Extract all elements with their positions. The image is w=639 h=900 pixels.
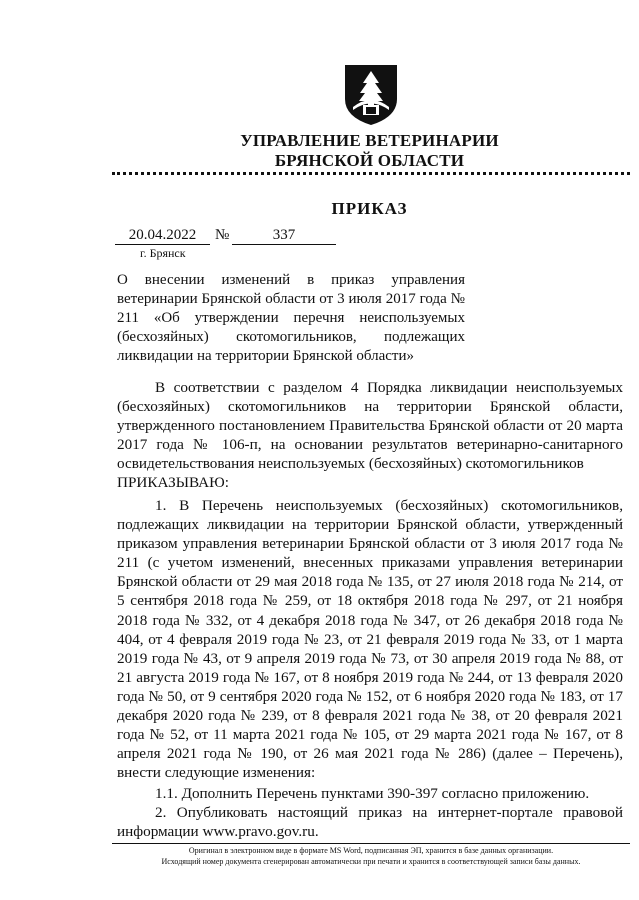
coat-of-arms-icon: [343, 63, 399, 127]
item-1-paragraph: [117, 496, 623, 782]
header-divider: [112, 172, 630, 175]
document-title: ПРИКАЗ: [331, 199, 408, 218]
footer-note-1: Оригинал в электронном виде в формате MS Word, подписанная ЭП, хранится в базе данных организации.: [188, 846, 554, 855]
order-city: г. Брянск: [140, 246, 186, 260]
preamble-text: В соответствии с разделом 4 Порядка ликвидации неиспользуемых (бесхозяйных) скотомогильников на территории Брянской области, утвержденного постановлением Правительства Брянской области от 20 марта 2017 года № 106-п, на основании результатов ветеринарно-санитарного освидетельствования неиспользуемых (бесхозяйных) скотомогильников: [117, 379, 623, 473]
order-subject: О внесении изменений в приказ управления ветеринарии Брянской области от 3 июля 2017 года № 211 «Об утверждении перечня неиспользуемых (бесхозяйных) скотомогильников, подлежащих ликвидации на территории Брянской области»: [117, 272, 465, 364]
item-1-1: 1.1. Дополнить Перечень пунктами 390-397 согласно приложению.: [155, 785, 590, 802]
item-2-text: 2. Опубликовать настоящий приказ на интернет-портале правовой информации www.pravo.gov.ru.: [117, 804, 623, 841]
preamble-paragraph: [117, 378, 623, 493]
number-sign: №: [215, 227, 230, 243]
item-1-text: 1. В Перечень неиспользуемых (бесхозяйных) скотомогильников, подлежащих ликвидации на территории Брянской области, утвержденный приказом управления ветеринарии Брянской области от 3 июля 2017 года № 211 (с учетом изменений, внесенных приказами управления ветеринарии Брянской области от 29 мая 2018 года № 135, от 27 июля 2018 года № 214, от 5 сентября 2018 года № 259, от 18 октября 2018 года № 297, от 21 ноября 2018 года № 332, от 4 декабря 2018 года № 347, от 26 декабря 2018 года № 404, от 4 февраля 2019 года № 23, от 21 февраля 2019 года № 33, от 1 марта 2019 года № 43, от 9 апреля 2019 года № 73, от 30 апреля 2019 года № 88, от 21 августа 2019 года № 167, от 8 ноября 2019 года № 244, от 13 февраля 2020 года № 50, от 9 сентября 2020 года № 152, от 6 ноября 2020 года № 183, от 17 декабря 2020 года № 239, от 8 февраля 2021 года № 38, от 20 февраля 2021 года № 52, от 11 марта 2021 года № 105, от 29 марта 2021 года № 167, от 8 апреля 2021 года № 190, от 26 мая 2021 года № 286) (далее – Перечень), внести следующие изменения:: [117, 497, 623, 782]
decree-word: ПРИКАЗЫВАЮ:: [117, 474, 229, 492]
order-number: 337: [232, 226, 336, 245]
footer-note-2: Исходящий номер документа сгенерирован автоматически при печати и хранится в соответствующей записи базы данных.: [161, 857, 581, 866]
order-date: 20.04.2022: [115, 226, 210, 245]
footer-divider: [112, 843, 630, 844]
item-2-paragraph: [117, 803, 623, 841]
org-name-line2: БРЯНСКОЙ ОБЛАСТИ: [274, 151, 465, 170]
org-name-line1: УПРАВЛЕНИЕ ВЕТЕРИНАРИИ: [240, 131, 499, 150]
